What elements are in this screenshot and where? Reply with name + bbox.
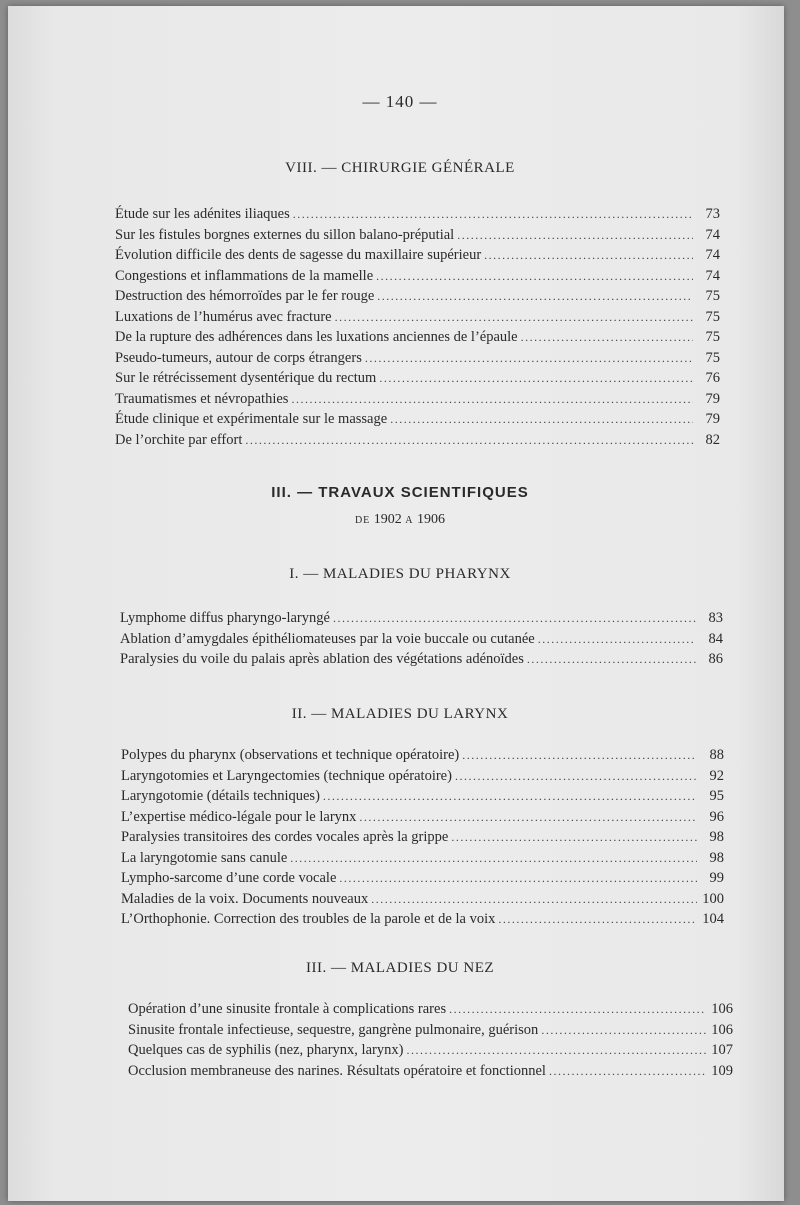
leader-dots bbox=[457, 228, 693, 243]
entry-title: L’Orthophonie. Correction des troubles de la parole et de la voix bbox=[121, 911, 496, 927]
entry-page: 98 bbox=[709, 829, 724, 845]
leader-dots bbox=[339, 871, 697, 886]
toc-entry bbox=[121, 788, 724, 809]
leader-dots bbox=[498, 912, 697, 927]
entry-page: 107 bbox=[711, 1042, 733, 1058]
entry-page: 73 bbox=[705, 206, 720, 222]
entry-title: Paralysies transitoires des cordes vocales après la grippe bbox=[121, 829, 449, 845]
entry-page: 84 bbox=[708, 630, 723, 647]
toc-entry bbox=[121, 891, 724, 912]
section-iii-title: III. — MALADIES DU NEZ bbox=[305, 960, 495, 976]
section-i-list bbox=[120, 610, 723, 672]
section-ii-list bbox=[121, 747, 724, 932]
entry-page: 74 bbox=[705, 247, 720, 263]
leader-dots bbox=[455, 769, 697, 784]
entry-page: 79 bbox=[705, 411, 720, 427]
entry-page: 76 bbox=[705, 370, 720, 386]
toc-entry bbox=[115, 350, 720, 371]
section-viii-list bbox=[115, 206, 720, 452]
entry-page: 106 bbox=[711, 1021, 733, 1038]
toc-entry bbox=[128, 1022, 733, 1043]
entry-title: Paralysies du voile du palais après ablation des végétations adénoïdes bbox=[120, 651, 524, 667]
toc-entry bbox=[121, 768, 724, 789]
entry-page: 79 bbox=[705, 390, 720, 407]
entry-title: De l’orchite par effort bbox=[115, 431, 243, 448]
toc-entry bbox=[115, 247, 720, 268]
leader-dots bbox=[245, 433, 693, 448]
leader-dots bbox=[406, 1043, 706, 1058]
toc-entry bbox=[115, 411, 720, 432]
entry-title: Luxations de l’humérus avec fracture bbox=[115, 308, 332, 325]
entry-title: La laryngotomie sans canule bbox=[121, 849, 288, 866]
leader-dots bbox=[290, 851, 697, 866]
section-viii-title: VIII. — CHIRURGIE GÉNÉRALE bbox=[285, 160, 515, 176]
entry-title: L’expertise médico-légale pour le larynx bbox=[121, 808, 357, 825]
toc-entry bbox=[120, 610, 723, 631]
entry-title: Congestions et inflammations de la mamelle bbox=[115, 267, 374, 284]
toc-entry bbox=[121, 911, 724, 932]
entry-page: 92 bbox=[709, 767, 724, 784]
entry-page: 75 bbox=[705, 288, 720, 304]
toc-entry bbox=[115, 370, 720, 391]
entry-title: Ablation d’amygdales épithéliomateuses par la voie buccale ou cutanée bbox=[120, 630, 535, 647]
leader-dots bbox=[449, 1002, 706, 1017]
toc-entry bbox=[128, 1001, 733, 1022]
leader-dots bbox=[538, 632, 696, 647]
entry-title: Polypes du pharynx (observations et technique opératoire) bbox=[121, 747, 460, 763]
entry-page: 74 bbox=[705, 226, 720, 243]
toc-entry bbox=[128, 1042, 733, 1063]
entry-title: Lympho-sarcome d’une corde vocale bbox=[121, 870, 337, 886]
page-number: — 140 — bbox=[362, 92, 438, 111]
toc-entry bbox=[115, 329, 720, 350]
leader-dots bbox=[293, 207, 693, 222]
entry-title: Sinusite frontale infectieuse, sequestre, gangrène pulmonaire, guérison bbox=[128, 1021, 539, 1038]
toc-entry bbox=[121, 829, 724, 850]
entry-title: Occlusion membraneuse des narines. Résultats opératoire et fonctionnel bbox=[128, 1062, 546, 1079]
leader-dots bbox=[333, 611, 696, 626]
toc-entry bbox=[115, 288, 720, 309]
section-ii-title: II. — MALADIES DU LARYNX bbox=[291, 706, 509, 722]
leader-dots bbox=[377, 289, 693, 304]
part-iii-title: III. — TRAVAUX SCIENTIFIQUES bbox=[271, 484, 529, 501]
entry-page: 75 bbox=[705, 308, 720, 325]
entry-title: Sur le rétrécissement dysentérique du rectum bbox=[115, 370, 377, 386]
toc-entry bbox=[115, 432, 720, 453]
entry-page: 99 bbox=[709, 870, 724, 886]
leader-dots bbox=[291, 392, 693, 407]
leader-dots bbox=[527, 652, 696, 667]
entry-title: Étude sur les adénites iliaques bbox=[115, 206, 290, 222]
entry-title: Quelques cas de syphilis (nez, pharynx, larynx) bbox=[128, 1042, 404, 1058]
toc-entry bbox=[121, 747, 724, 768]
toc-entry bbox=[115, 227, 720, 248]
leader-dots bbox=[390, 412, 693, 427]
entry-title: Opération d’une sinusite frontale à complications rares bbox=[128, 1001, 447, 1017]
leader-dots bbox=[379, 371, 693, 386]
part-iii-date-range: DE 1902 A 1906 bbox=[354, 512, 446, 527]
entry-page: 86 bbox=[708, 651, 723, 667]
section-iii-list bbox=[128, 1001, 733, 1083]
entry-page: 75 bbox=[705, 329, 720, 345]
toc-entry bbox=[121, 850, 724, 871]
entry-page: 98 bbox=[709, 849, 724, 866]
entry-title: Étude clinique et expérimentale sur le massage bbox=[115, 411, 388, 427]
leader-dots bbox=[451, 830, 697, 845]
leader-dots bbox=[335, 310, 693, 325]
entry-page: 74 bbox=[705, 267, 720, 284]
toc-entry bbox=[115, 268, 720, 289]
entry-title: Lymphome diffus pharyngo-laryngé bbox=[120, 610, 330, 626]
entry-page: 96 bbox=[709, 808, 724, 825]
entry-title: Sur les fistules borgnes externes du sillon balano-préputial bbox=[115, 226, 455, 243]
toc-entry bbox=[121, 809, 724, 830]
toc-entry bbox=[115, 309, 720, 330]
toc-entry bbox=[120, 651, 723, 672]
section-i-title: I. — MALADIES DU PHARYNX bbox=[289, 566, 511, 582]
entry-page: 100 bbox=[702, 890, 724, 907]
entry-page: 88 bbox=[709, 747, 724, 763]
entry-page: 83 bbox=[708, 610, 723, 626]
entry-page: 75 bbox=[705, 349, 720, 366]
leader-dots bbox=[484, 248, 693, 263]
toc-entry bbox=[120, 631, 723, 652]
entry-title: Maladies de la voix. Documents nouveaux bbox=[121, 890, 369, 907]
leader-dots bbox=[541, 1023, 706, 1038]
toc-entry bbox=[121, 870, 724, 891]
toc-entry bbox=[115, 206, 720, 227]
entry-title: Pseudo-tumeurs, autour de corps étrangers bbox=[115, 349, 362, 366]
entry-title: Destruction des hémorroïdes par le fer rouge bbox=[115, 288, 375, 304]
leader-dots bbox=[521, 330, 693, 345]
leader-dots bbox=[359, 810, 697, 825]
entry-title: De la rupture des adhérences dans les luxations anciennes de l’épaule bbox=[115, 329, 518, 345]
entry-title: Laryngotomie (détails techniques) bbox=[121, 788, 320, 804]
entry-title: Traumatismes et névropathies bbox=[115, 390, 289, 407]
entry-page: 109 bbox=[711, 1062, 733, 1079]
leader-dots bbox=[365, 351, 693, 366]
leader-dots bbox=[462, 748, 697, 763]
toc-entry bbox=[128, 1063, 733, 1084]
leader-dots bbox=[376, 269, 693, 284]
entry-page: 82 bbox=[705, 431, 720, 448]
entry-title: Laryngotomies et Laryngectomies (technique opératoire) bbox=[121, 767, 452, 784]
toc-entry bbox=[115, 391, 720, 412]
leader-dots bbox=[549, 1064, 706, 1079]
entry-page: 106 bbox=[711, 1001, 733, 1017]
entry-title: Évolution difficile des dents de sagesse du maxillaire supérieur bbox=[115, 247, 482, 263]
leader-dots bbox=[371, 892, 697, 907]
leader-dots bbox=[323, 789, 697, 804]
entry-page: 104 bbox=[702, 911, 724, 927]
entry-page: 95 bbox=[709, 788, 724, 804]
